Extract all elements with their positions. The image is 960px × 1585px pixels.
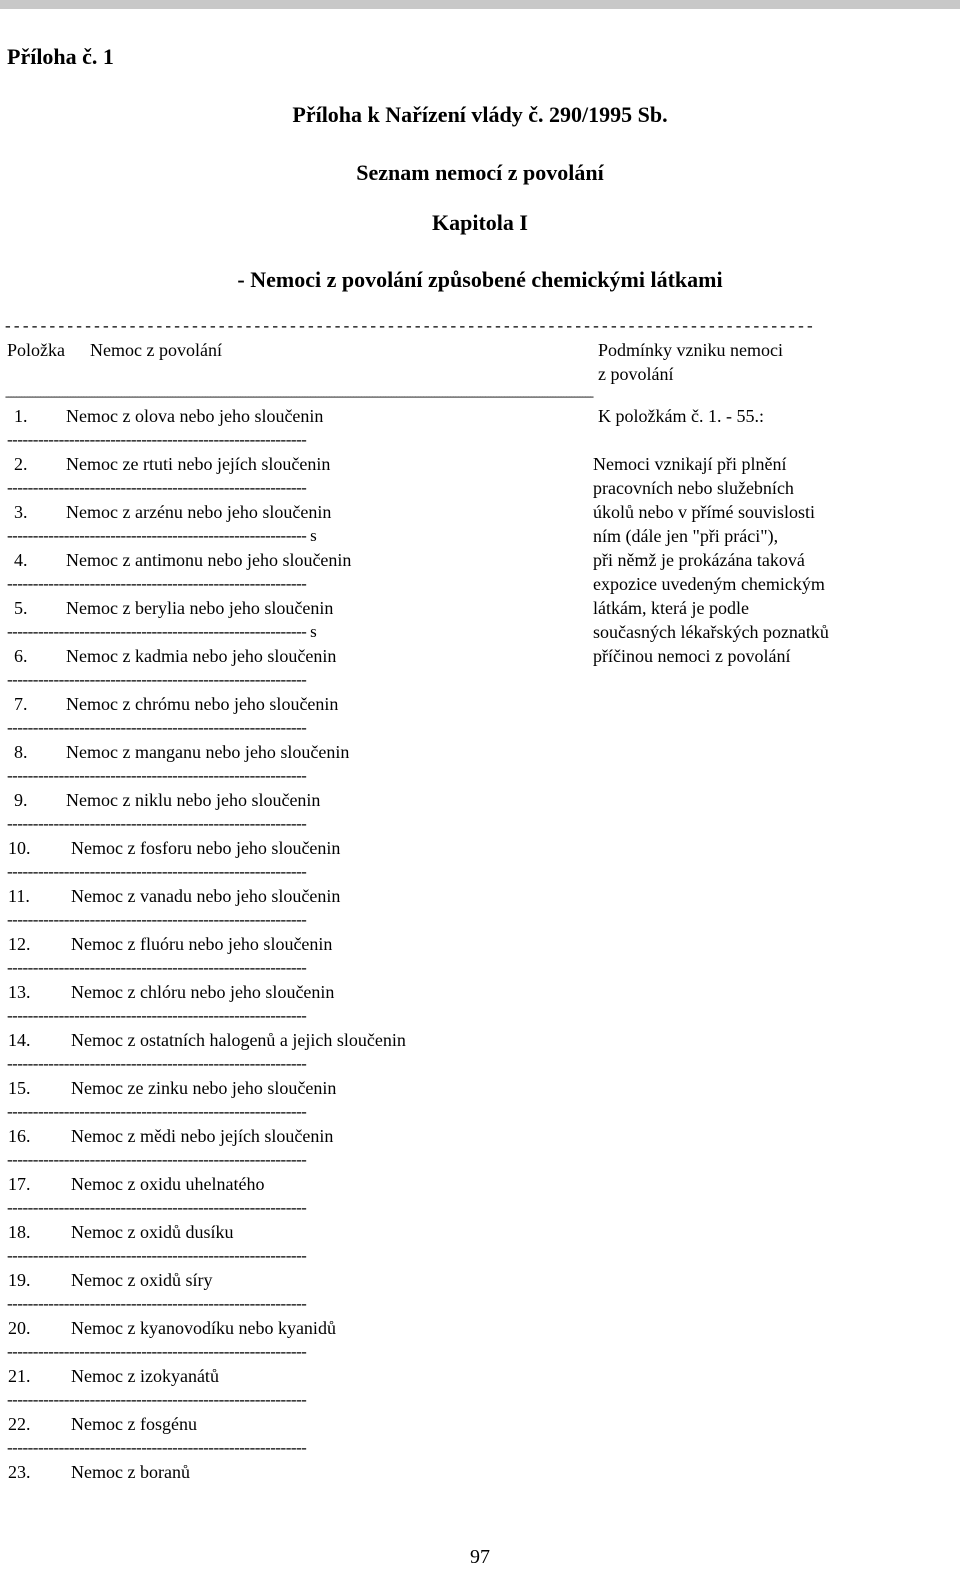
- item-number: 2.: [14, 454, 28, 474]
- conditions-line: úkolů nebo v přímé souvislosti: [593, 502, 815, 522]
- item-number: 8.: [14, 742, 28, 762]
- item-separator: ----------------------------------------------------------: [7, 959, 307, 976]
- item-number: 14.: [8, 1030, 31, 1050]
- conditions-line: ním (dále jen "při práci"),: [593, 526, 779, 546]
- item-number: 3.: [14, 502, 28, 522]
- item-disease-name: Nemoc z fosforu nebo jeho sloučenin: [71, 838, 341, 858]
- item-separator: ----------------------------------------------------------: [7, 431, 307, 448]
- item-disease-name: Nemoc z vanadu nebo jeho sloučenin: [71, 886, 341, 906]
- item-disease-name: Nemoc z chlóru nebo jeho sloučenin: [71, 982, 335, 1002]
- item-disease-name: Nemoc z mědi nebo jejích sloučenin: [71, 1126, 334, 1146]
- item-disease-name: Nemoc z antimonu nebo jeho sloučenin: [66, 550, 352, 570]
- separator-top: - - - - - - - - - - - - - - - - - - - - - - - - - - - - - - - - - - - - - - - - - - - - - - - - - - - - - - - - - - - - - - - - - - - - - - - - - - - - - - - - - - - - - - - - - - -: [5, 317, 813, 334]
- item-separator: ----------------------------------------------------------: [7, 1151, 307, 1168]
- item-separator: ---------------------------------------------------------- s: [7, 527, 317, 544]
- conditions-line: Nemoci vznikají při plnění: [593, 454, 787, 474]
- item-number: 18.: [8, 1222, 31, 1242]
- item-disease-name: Nemoc z niklu nebo jeho sloučenin: [66, 790, 321, 810]
- column-header-item: Položka: [7, 340, 65, 360]
- item-disease-name: Nemoc z arzénu nebo jeho sloučenin: [66, 502, 332, 522]
- item-separator: ----------------------------------------------------------: [7, 479, 307, 496]
- item-separator: ----------------------------------------------------------: [7, 1199, 307, 1216]
- item-separator: ----------------------------------------------------------: [7, 911, 307, 928]
- item-number: 4.: [14, 550, 28, 570]
- top-border: [0, 0, 960, 9]
- item-number: 1.: [14, 406, 28, 426]
- item-number: 16.: [8, 1126, 31, 1146]
- item-disease-name: Nemoc z kyanovodíku nebo kyanidů: [71, 1318, 336, 1338]
- item-number: 10.: [8, 838, 31, 858]
- item-disease-name: Nemoc z oxidu uhelnatého: [71, 1174, 265, 1194]
- annex-label: Příloha č. 1: [7, 44, 114, 69]
- item-number: 19.: [8, 1270, 31, 1290]
- item-separator: ----------------------------------------------------------: [7, 863, 307, 880]
- conditions-line: při němž je prokázána taková: [593, 550, 805, 570]
- item-number: 9.: [14, 790, 28, 810]
- item-disease-name: Nemoc z oxidů dusíku: [71, 1222, 234, 1242]
- item-separator: ----------------------------------------------------------: [7, 1007, 307, 1024]
- item-separator: ----------------------------------------------------------: [7, 767, 307, 784]
- item-number: 22.: [8, 1414, 31, 1434]
- item-separator: ---------------------------------------------------------- s: [7, 623, 317, 640]
- item-disease-name: Nemoc z fosgénu: [71, 1414, 197, 1434]
- item-disease-name: Nemoc z berylia nebo jeho sloučenin: [66, 598, 334, 618]
- item-separator: ----------------------------------------------------------: [7, 1295, 307, 1312]
- item-separator: ----------------------------------------------------------: [7, 1343, 307, 1360]
- item-number: 21.: [8, 1366, 31, 1386]
- item-separator: ----------------------------------------------------------: [7, 719, 307, 736]
- item-disease-name: Nemoc z manganu nebo jeho sloučenin: [66, 742, 350, 762]
- item-disease-name: Nemoc z ostatních halogenů a jejich sloučenin: [71, 1030, 406, 1050]
- item-separator: ----------------------------------------------------------: [7, 575, 307, 592]
- page-number: 97: [470, 1546, 490, 1568]
- chapter-number: Kapitola I: [432, 210, 528, 235]
- item-disease-name: Nemoc z boranů: [71, 1462, 190, 1482]
- conditions-line: příčinou nemoci z povolání: [593, 646, 791, 666]
- item-number: 20.: [8, 1318, 31, 1338]
- item-separator: ----------------------------------------------------------: [7, 1439, 307, 1456]
- column-header-conditions-line2: z povolání: [598, 364, 674, 384]
- list-title: Seznam nemocí z povolání: [356, 160, 604, 185]
- item-separator: ----------------------------------------------------------: [7, 1247, 307, 1264]
- column-header-disease: Nemoc z povolání: [90, 340, 222, 360]
- item-number: 12.: [8, 934, 31, 954]
- item-disease-name: Nemoc ze zinku nebo jeho sloučenin: [71, 1078, 337, 1098]
- chapter-title: - Nemoci z povolání způsobené chemickými látkami: [237, 267, 723, 292]
- item-separator: ----------------------------------------------------------: [7, 1103, 307, 1120]
- separator-header: --------------------------------------------------------------------------------------------------------------------------------------------------------------------------------------------------------------------------: [5, 389, 593, 403]
- item-separator: ----------------------------------------------------------: [7, 815, 307, 832]
- item-separator: ----------------------------------------------------------: [7, 1391, 307, 1408]
- item-number: 15.: [8, 1078, 31, 1098]
- conditions-line: pracovních nebo služebních: [593, 478, 794, 498]
- item-separator: ----------------------------------------------------------: [7, 1055, 307, 1072]
- conditions-line: současných lékařských poznatků: [593, 622, 829, 642]
- column-header-conditions: Podmínky vzniku nemoci: [598, 340, 783, 360]
- item-disease-name: Nemoc z chrómu nebo jeho sloučenin: [66, 694, 339, 714]
- item-disease-name: Nemoc z fluóru nebo jeho sloučenin: [71, 934, 333, 954]
- conditions-line: expozice uvedeným chemickým: [593, 574, 825, 594]
- item-number: 17.: [8, 1174, 31, 1194]
- item-disease-name: Nemoc ze rtuti nebo jejích sloučenin: [66, 454, 331, 474]
- item-number: 23.: [8, 1462, 31, 1482]
- conditions-line: látkám, která je podle: [593, 598, 749, 618]
- item-number: 13.: [8, 982, 31, 1002]
- document-title: Příloha k Nařízení vlády č. 290/1995 Sb.: [292, 102, 668, 127]
- item-disease-name: Nemoc z izokyanátů: [71, 1366, 219, 1386]
- conditions-reference: K položkám č. 1. - 55.:: [598, 406, 764, 426]
- item-number: 7.: [14, 694, 28, 714]
- item-disease-name: Nemoc z olova nebo jeho sloučenin: [66, 406, 324, 426]
- item-disease-name: Nemoc z kadmia nebo jeho sloučenin: [66, 646, 337, 666]
- item-separator: ----------------------------------------------------------: [7, 671, 307, 688]
- item-number: 6.: [14, 646, 28, 666]
- item-number: 11.: [8, 886, 30, 906]
- item-number: 5.: [14, 598, 28, 618]
- item-disease-name: Nemoc z oxidů síry: [71, 1270, 213, 1290]
